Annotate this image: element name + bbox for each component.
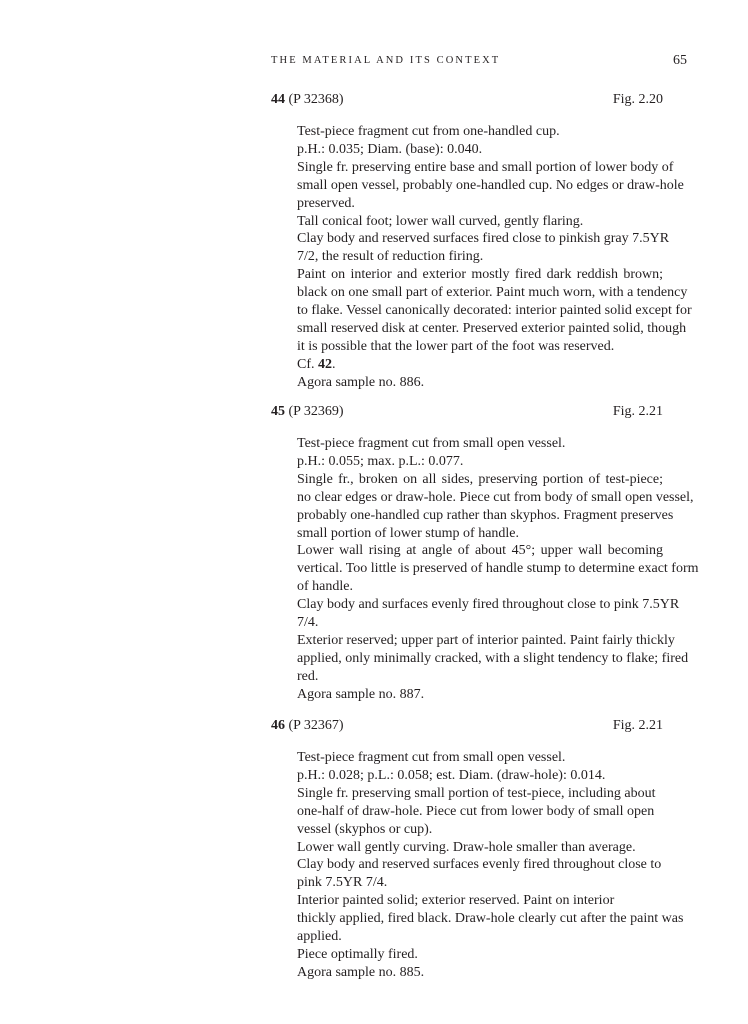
text-line: no clear edges or draw-hole. Piece cut from body of small open vessel, [297, 489, 694, 505]
text-line: small reserved disk at center. Preserved exterior painted solid, though [297, 320, 687, 336]
text-line: Single fr., broken on all sides, preserving portion of test-piece; [297, 471, 663, 487]
entry-heading [271, 403, 663, 421]
text-line: Agora sample no. 886. [297, 374, 425, 390]
text-line: one-half of draw-hole. Piece cut from lower body of small open [297, 803, 655, 819]
text-line: thickly applied, fired black. Draw-hole clearly cut after the paint was [297, 911, 684, 927]
paragraph [271, 123, 663, 141]
text-line: p.H.: 0.035; Diam. (base): 0.040. [297, 141, 483, 157]
paragraph [271, 632, 689, 686]
text-line: of handle. [297, 579, 353, 595]
cross-reference [271, 356, 663, 374]
text-line: Interior painted solid; exterior reserved. Paint on interior [297, 893, 615, 909]
running-head [271, 55, 687, 71]
text-line: small portion of lower stump of handle. [297, 525, 520, 541]
text-line: Single fr. preserving small portion of test-piece, including about [297, 785, 656, 801]
catalog-entry-45 [271, 403, 699, 704]
text-line: Agora sample no. 887. [297, 686, 425, 702]
entry-number: 44 [271, 92, 285, 107]
entry-number: 45 [271, 404, 285, 419]
sample-number [271, 686, 663, 704]
text-line: vessel (skyphos or cup). [297, 821, 433, 837]
text-line: Agora sample no. 885. [297, 964, 425, 980]
text-line: red. [297, 668, 319, 684]
inventory-number: (P 32368) [288, 92, 344, 107]
text-line: Clay body and surfaces evenly fired throughout close to pink 7.5YR [297, 597, 680, 613]
text-line: Piece optimally fired. [297, 946, 418, 962]
text-line: Lower wall rising at angle of about 45°; upper wall becoming [297, 543, 663, 559]
text-line: pink 7.5YR 7/4. [297, 875, 388, 891]
entry-number: 46 [271, 718, 285, 733]
paragraph [271, 435, 663, 453]
text-line: p.H.: 0.028; p.L.: 0.058; est. Diam. (draw-hole): 0.014. [297, 767, 606, 783]
paragraph [271, 946, 663, 964]
paragraph [271, 856, 663, 892]
catalog-entry-46 [271, 717, 684, 982]
figure-reference: Fig. 2.21 [612, 404, 663, 419]
text-line: Test-piece fragment cut from small open vessel. [297, 750, 566, 765]
paragraph [271, 213, 663, 231]
text-line: 7/4. [297, 615, 319, 631]
paragraph [271, 542, 699, 596]
entry-heading [271, 717, 663, 735]
text-line: applied, only minimally cracked, with a slight tendency to flake; fired [297, 650, 689, 666]
text-line: Clay body and reserved surfaces fired close to pinkish gray 7.5YR [297, 231, 670, 247]
figure-reference: Fig. 2.21 [612, 718, 663, 733]
page-number: 65 [673, 53, 687, 68]
text-line: small open vessel, probably one-handled cup. No edges or draw-hole [297, 177, 684, 193]
text-line: vertical. Too little is preserved of handle stump to determine exact form [297, 561, 699, 577]
cf-punct: . [332, 356, 336, 372]
text-line: preserved. [297, 195, 355, 211]
paragraph [271, 159, 684, 213]
paragraph [271, 453, 663, 471]
paragraph [271, 839, 663, 857]
cf-entry-ref: 42 [318, 356, 332, 372]
paragraph [271, 785, 663, 839]
sample-number [271, 374, 663, 392]
paragraph [271, 471, 694, 543]
paragraph [271, 230, 670, 266]
paragraph [271, 892, 684, 946]
paragraph [271, 596, 680, 632]
catalog-entry-44 [271, 91, 692, 392]
sample-number [271, 964, 663, 982]
text-line: Exterior reserved; upper part of interior painted. Paint fairly thickly [297, 632, 675, 648]
cf-label: Cf. [297, 356, 315, 372]
paragraph [271, 767, 663, 785]
running-head-title: THE MATERIAL AND ITS CONTEXT [271, 55, 501, 66]
text-line: Test-piece fragment cut from small open vessel. [297, 436, 566, 451]
text-line: probably one-handled cup rather than skyphos. Fragment preserves [297, 507, 674, 523]
text-line: to flake. Vessel canonically decorated: interior painted solid except for [297, 303, 692, 319]
text-line: Paint on interior and exterior mostly fired dark reddish brown; [297, 267, 663, 283]
text-line: Clay body and reserved surfaces evenly fired throughout close to [297, 857, 662, 873]
text-line: applied. [297, 929, 342, 945]
paragraph [271, 141, 663, 159]
text-line: Tall conical foot; lower wall curved, gently flaring. [297, 213, 584, 229]
inventory-number: (P 32369) [288, 404, 344, 419]
text-line: Single fr. preserving entire base and small portion of lower body of [297, 159, 674, 175]
entry-heading [271, 91, 663, 109]
paragraph [271, 266, 692, 356]
text-line: black on one small part of exterior. Paint much worn, with a tendency [297, 285, 688, 301]
text-line: Test-piece fragment cut from one-handled cup. [297, 124, 560, 139]
paragraph [271, 749, 663, 767]
figure-reference: Fig. 2.20 [612, 92, 663, 107]
text-line: Lower wall gently curving. Draw-hole smaller than average. [297, 839, 636, 855]
text-line: it is possible that the lower part of the foot was reserved. [297, 338, 615, 354]
text-line: 7/2, the result of reduction firing. [297, 249, 484, 265]
text-line: p.H.: 0.055; max. p.L.: 0.077. [297, 453, 464, 469]
inventory-number: (P 32367) [288, 718, 344, 733]
